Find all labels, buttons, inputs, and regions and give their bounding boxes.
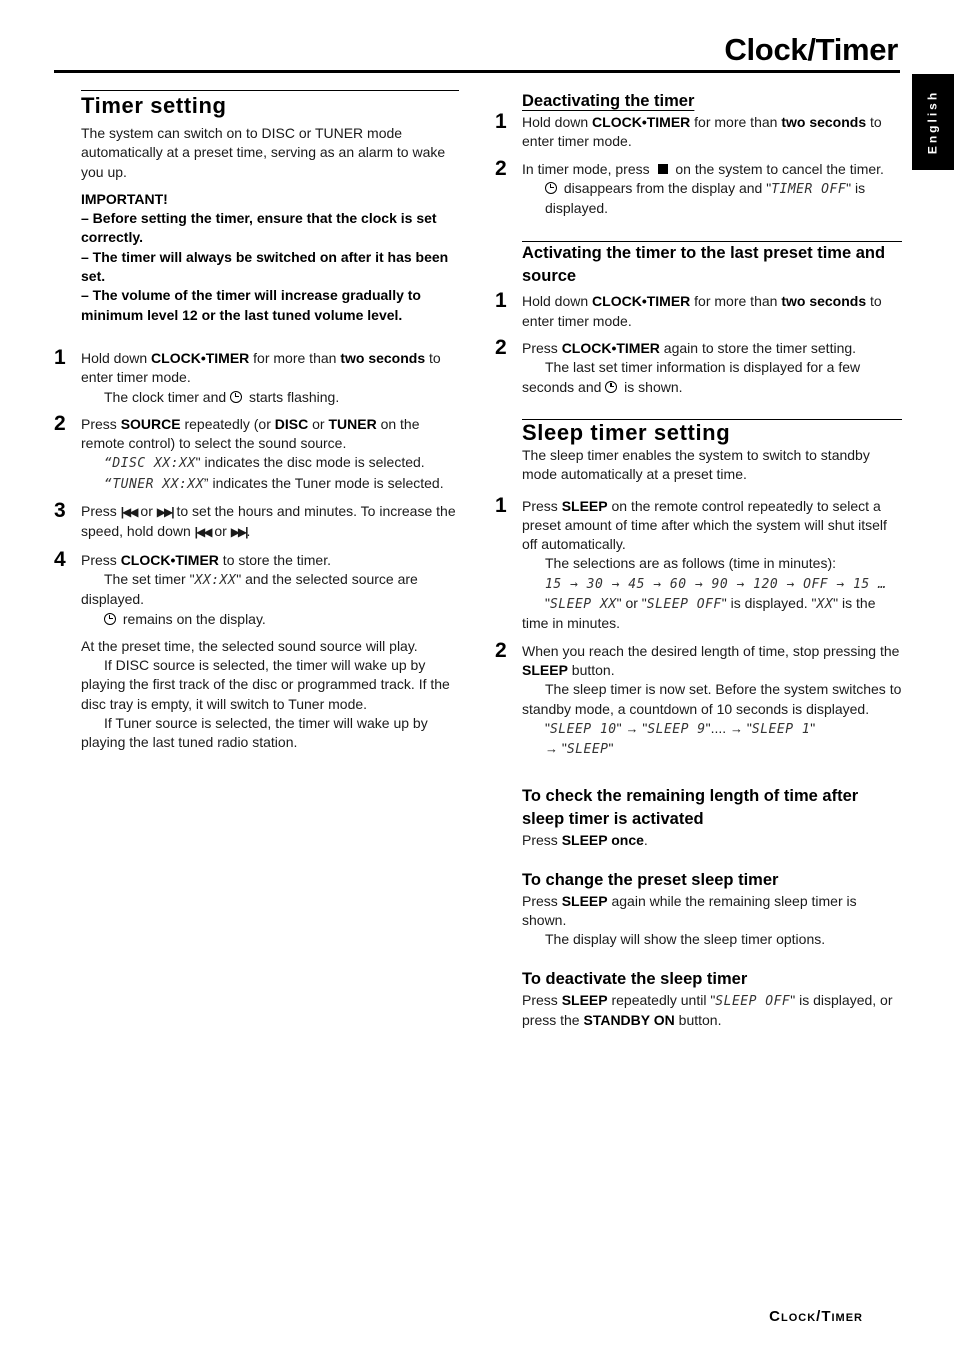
text: to set the hours and minutes. To increase the speed, hold down xyxy=(81,503,456,540)
lcd-text: “TUNER XX:XX xyxy=(104,476,204,492)
sleep-sequence: 15 → 30 → 45 → 60 → 90 → 120 → OFF → 15 … xyxy=(545,576,887,592)
countdown-text: The sleep timer is now set. Before the system switches to standby mode, a countdown of 10 seconds is displayed. xyxy=(522,681,902,717)
text: The clock timer and xyxy=(104,388,231,405)
timer-step-2 xyxy=(54,411,459,494)
text: to enter timer mode. xyxy=(81,349,441,386)
left-column xyxy=(54,90,459,753)
text: starts flashing. xyxy=(245,388,340,405)
text: repeatedly until " xyxy=(607,991,716,1008)
text: The last set timer information is displayed for a few seconds and xyxy=(522,359,861,395)
text: button. xyxy=(567,661,615,678)
key-label: two seconds xyxy=(340,349,426,366)
step-number: 2 xyxy=(495,336,507,360)
check-heading: To check the remaining length of time after sleep timer is activated xyxy=(522,787,859,829)
sleep-heading: Sleep timer setting xyxy=(522,419,731,445)
step-number: 1 xyxy=(495,493,507,517)
sleep-intro: The sleep timer enables the system to switch to standby mode automatically at a preset time. xyxy=(522,446,870,483)
sleep-step-1 xyxy=(495,493,902,634)
lcd-text: SLEEP 10 xyxy=(549,721,617,737)
text: repeatedly (or xyxy=(180,415,275,432)
text: Press xyxy=(522,832,562,849)
key-label: SLEEP once xyxy=(561,832,644,849)
lcd-text: SLEEP OFF xyxy=(646,597,722,613)
text: for more than xyxy=(690,114,782,130)
text: " or " xyxy=(616,595,647,612)
text: again while the remaining sleep timer is shown. xyxy=(522,892,857,929)
text: " is displayed. xyxy=(545,179,866,217)
right-column xyxy=(495,90,902,1030)
footer-label: Clock/Timer xyxy=(769,1308,863,1325)
text: again to store the timer setting. xyxy=(659,340,857,357)
deactivate-sleep-heading: To deactivate the sleep timer xyxy=(522,969,748,988)
text: disappears from the display and " xyxy=(560,179,772,196)
text: Press xyxy=(81,415,121,432)
deactivate-step-1 xyxy=(495,110,902,152)
key-label: two seconds xyxy=(781,293,867,310)
key-label: SLEEP xyxy=(561,991,608,1008)
text: for more than xyxy=(690,293,782,310)
text: " and the selected source are displayed. xyxy=(81,570,418,608)
clock-icon xyxy=(104,613,116,625)
header-rule xyxy=(54,70,900,73)
lcd-text: SLEEP 1 xyxy=(751,721,811,737)
text: Press xyxy=(81,551,121,568)
key-label: STANDBY ON xyxy=(583,1011,675,1028)
step-number: 1 xyxy=(495,289,507,313)
key-label: CLOCK•TIMER xyxy=(592,293,691,310)
key-label: SLEEP xyxy=(522,661,568,678)
change-heading: To change the preset sleep timer xyxy=(522,870,779,889)
text: . xyxy=(643,832,648,849)
text: Press xyxy=(522,340,562,357)
lcd-text: “DISC XX:XX xyxy=(104,456,196,472)
text: on the remote control) to select the sound source. xyxy=(81,415,420,452)
after-text-1: At the preset time, the selected sound source will play. xyxy=(81,637,418,654)
after-text-2: If DISC source is selected, the timer will wake up by playing the first track of the disc or programmed track. If the disc tray is empty, it will switch to Tuner mode. xyxy=(81,657,450,712)
important-note-3: – The volume of the timer will increase gradually to minimum level 12 or the last tuned volume level. xyxy=(81,287,421,323)
text: for more than xyxy=(249,349,341,366)
language-tab-label: English xyxy=(925,89,940,155)
text: on the system to cancel the timer. xyxy=(671,160,884,177)
text: is shown. xyxy=(620,378,683,395)
text: Press xyxy=(81,503,121,520)
text: or xyxy=(136,503,157,520)
text: " indicates the disc mode is selected. xyxy=(195,454,425,471)
text: " is displayed. " xyxy=(721,595,817,612)
text: " is the time in minutes. xyxy=(522,595,876,632)
key-label: CLOCK•TIMER xyxy=(561,340,660,357)
text: . xyxy=(246,523,251,540)
language-tab xyxy=(912,74,954,170)
timer-step-4 xyxy=(54,547,459,629)
text: to enter timer mode. xyxy=(522,114,882,150)
key-label: CLOCK•TIMER xyxy=(120,551,219,568)
lcd-text: SLEEP OFF xyxy=(715,993,791,1009)
text: remains on the display. xyxy=(119,610,266,627)
deactivating-heading: Deactivating the timer xyxy=(522,92,695,110)
timer-step-1 xyxy=(54,345,459,407)
text: or xyxy=(210,523,231,540)
text: Press xyxy=(522,991,562,1008)
text: In timer mode, press xyxy=(522,160,654,177)
lcd-text: SLEEP XX xyxy=(549,597,617,613)
text: to enter timer mode. xyxy=(522,293,882,329)
key-label: SLEEP xyxy=(561,892,608,909)
text: " xyxy=(545,595,550,612)
important-title: IMPORTANT! xyxy=(81,190,168,207)
text: to store the timer. xyxy=(218,551,331,568)
lcd-text: TIMER OFF xyxy=(771,181,847,197)
after-text-3: If Tuner source is selected, the timer will wake up by playing the last tuned radio station. xyxy=(81,715,428,751)
text: Press xyxy=(522,497,562,514)
step-number: 2 xyxy=(54,411,66,435)
timer-step-3 xyxy=(54,499,459,543)
lcd-text: SLEEP 9 xyxy=(647,721,706,737)
selections-text: The selections are as follows (time in minutes): xyxy=(545,555,836,572)
important-note-1: – Before setting the timer, ensure that the clock is set correctly. xyxy=(81,210,437,246)
text: " is displayed, or press the xyxy=(522,991,893,1028)
timer-setting-intro: The system can switch on to DISC or TUNER mode automatically at a preset time, serving as an alarm to wake you up. xyxy=(81,125,446,180)
text: Press xyxy=(522,892,562,909)
text: on the remote control repeatedly to select a preset amount of time after which the system will shut itself off automatically. xyxy=(522,497,887,553)
key-label: CLOCK•TIMER xyxy=(592,114,691,130)
skip-previous-icon: |◀◀ xyxy=(120,505,137,520)
text: Hold down xyxy=(522,114,593,130)
key-label: TUNER xyxy=(328,415,377,432)
key-label: SLEEP xyxy=(561,497,608,514)
lcd-text: XX xyxy=(816,597,834,613)
key-label: CLOCK•TIMER xyxy=(151,349,250,366)
text: Hold down xyxy=(81,349,152,366)
activate-step-1 xyxy=(495,289,902,331)
timer-setting-heading: Timer setting xyxy=(81,93,227,118)
key-label: SOURCE xyxy=(120,415,181,432)
text: Hold down xyxy=(522,293,593,310)
page-title: Clock/Timer xyxy=(724,32,898,67)
skip-previous-icon: |◀◀ xyxy=(194,525,211,540)
clock-icon xyxy=(605,381,617,393)
step-number: 1 xyxy=(54,345,66,369)
activate-step-2 xyxy=(495,336,902,397)
lcd-text: XX:XX xyxy=(194,572,237,588)
deactivate-step-2 xyxy=(495,156,902,219)
important-note-2: – The timer will always be switched on after it has been set. xyxy=(81,248,449,285)
step-number: 2 xyxy=(495,638,507,662)
skip-next-icon: ▶▶| xyxy=(230,525,247,540)
text: The set timer " xyxy=(104,570,195,587)
text: When you reach the desired length of time, stop pressing the xyxy=(522,642,900,659)
activating-heading: Activating the timer to the last preset time and source xyxy=(522,244,886,286)
countdown-sequence: "SLEEP 10" → "SLEEP 9".... → "SLEEP 1" → "SLEEP" xyxy=(545,719,816,758)
text: or xyxy=(308,415,329,432)
key-label: DISC xyxy=(274,415,309,432)
skip-next-icon: ▶▶| xyxy=(156,505,173,520)
step-number: 3 xyxy=(54,499,66,523)
sleep-step-2 xyxy=(495,638,902,760)
clock-icon xyxy=(230,391,242,403)
text: button. xyxy=(674,1011,722,1028)
step-number: 1 xyxy=(495,110,507,133)
section-rule xyxy=(81,90,459,91)
text: ” indicates the Tuner mode is selected. xyxy=(203,474,444,491)
lcd-text: SLEEP xyxy=(566,742,609,758)
change-note: The display will show the sleep timer options. xyxy=(545,931,826,948)
step-number: 4 xyxy=(54,547,66,571)
stop-icon xyxy=(658,164,668,174)
step-number: 2 xyxy=(495,156,507,180)
key-label: two seconds xyxy=(781,114,867,130)
clock-icon xyxy=(545,182,557,194)
